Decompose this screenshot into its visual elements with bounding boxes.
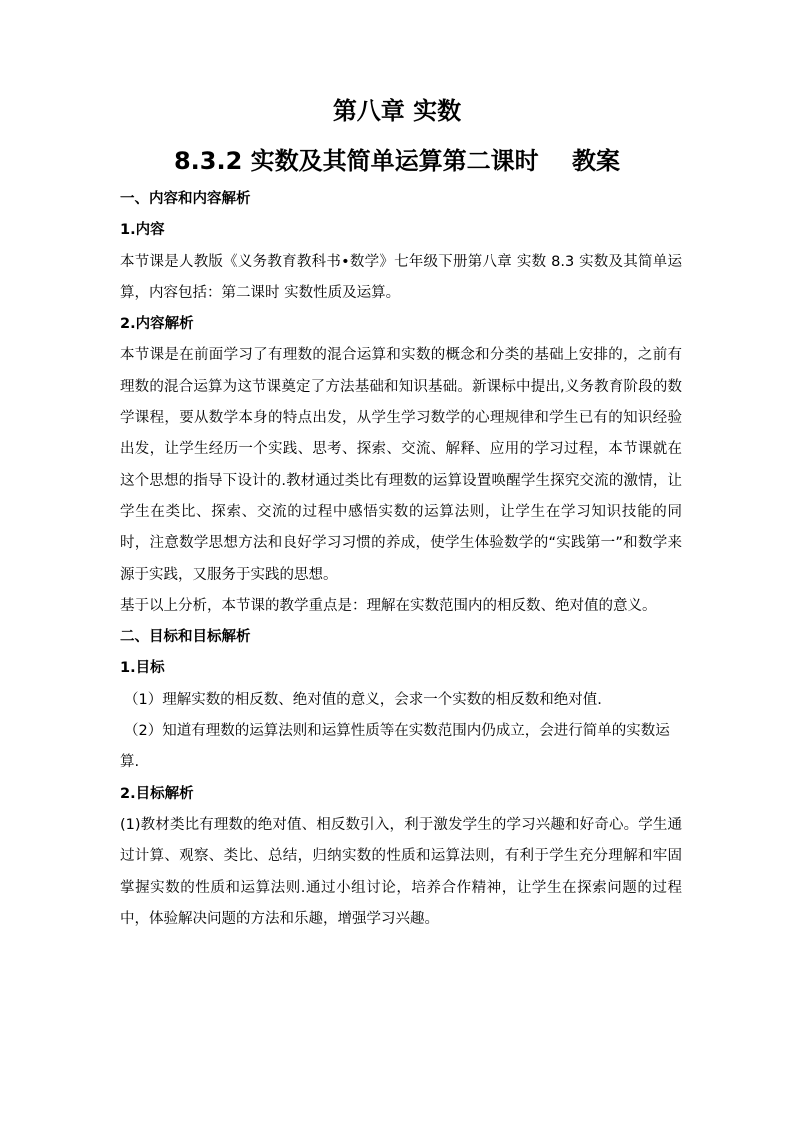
- lesson-title: 8.3.2 实数及其简单运算第二课时 教案: [173, 147, 621, 175]
- teaching-focus-paragraph: 基于以上分析，本节课的教学重点是：理解在实数范围内的相反数、绝对值的意义。: [120, 597, 657, 614]
- subheading-content: 1.内容: [120, 222, 165, 239]
- subheading-objectives: 1.目标: [120, 660, 165, 677]
- objective-item-2: （2）知道有理数的运算法则和运算性质等在实数范围内仍成立，会进行简单的实数运算.: [120, 723, 670, 771]
- document-body: [120, 184, 682, 935]
- content-paragraph: 本节课是人教版《义务教育教科书•数学》七年级下册第八章 实数 8.3 实数及其简单运算，内容包括：第二课时 实数性质及运算。: [120, 253, 682, 301]
- section-heading-content: 一、内容和内容解析: [120, 191, 251, 207]
- section-heading-objectives: 二、目标和目标解析: [120, 629, 251, 646]
- chapter-title: 第八章 实数: [332, 97, 462, 125]
- content-analysis-paragraph: 本节课是在前面学习了有理数的混合运算和实数的概念和分类的基础上安排的，之前有理数的混合运算为这节课奠定了方法基础和知识基础。新课标中提出,义务教育阶段的数学课程，要从数学本身的特点出发，从学生学习数学的心理规律和学生已有的知识经验出发，让学生经历一个实践、思考、探索、交流、解释、应用的学习过程，本节课就在这个思想的指导下设计的.教材通过类比有理数的运算设置唤醒学生探究交流的激情，让学生在类比、探索、交流的过程中感悟实数的运算法则，让学生在学习知识技能的同时，注意数学思想方法和良好学习习惯的养成，使学生体验数学的“实践第一”和数学来源于实践，又服务于实践的思想。: [120, 347, 682, 583]
- objective-analysis-paragraph: (1)教材类比有理数的绝对值、相反数引入，利于激发学生的学习兴趣和好奇心。学生通过计算、观察、类比、总结，归纳实数的性质和运算法则，有利于学生充分理解和牢固掌握实数的性质和运算法则.通过小组讨论，培养合作精神，让学生在探索问题的过程中，体验解决问题的方法和乐趣，增强学习兴趣。: [120, 816, 682, 927]
- subheading-content-analysis: 2.内容解析: [120, 316, 194, 333]
- objective-item-1: （1）理解实数的相反数、绝对值的意义，会求一个实数的相反数和绝对值.: [124, 691, 602, 708]
- subheading-objective-analysis: 2.目标解析: [120, 785, 194, 802]
